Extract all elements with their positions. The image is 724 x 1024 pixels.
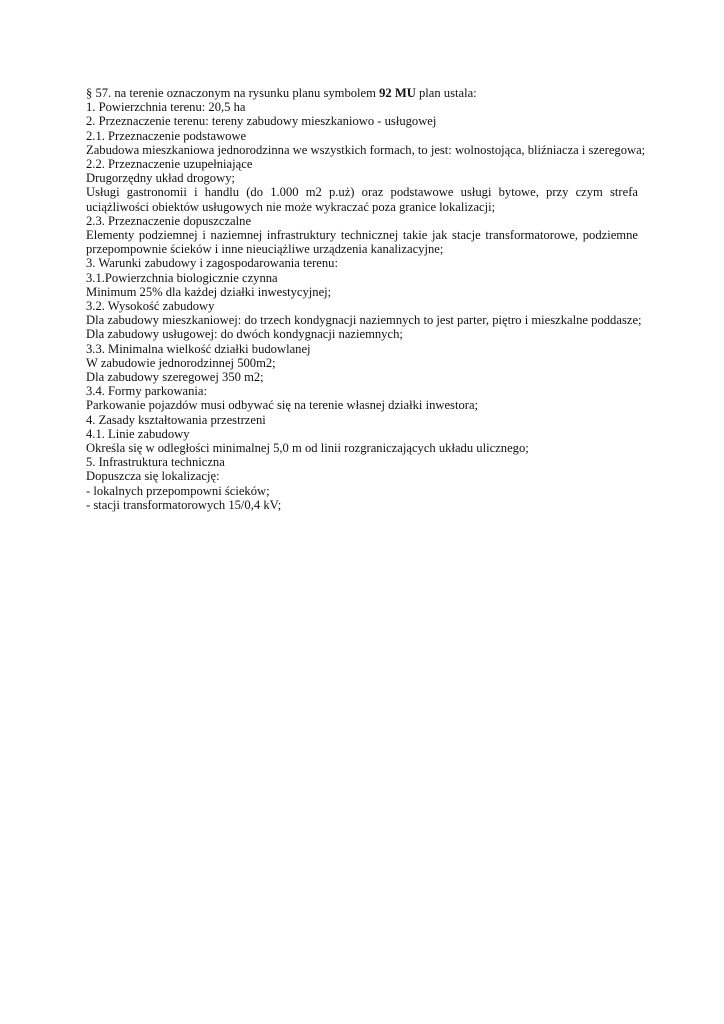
item-pumping-stations: - lokalnych przepompowni ścieków; — [86, 483, 270, 498]
item-height-heading: 3.2. Wysokość zabudowy — [86, 299, 215, 314]
heading-symbol: 92 MU — [379, 86, 416, 100]
item-transformer-stations: - stacji transformatorowych 15/0,4 kV; — [86, 497, 282, 512]
item-basic-purpose-heading: 2.1. Przeznaczenie podstawowe — [86, 128, 247, 143]
item-permitted-heading: 2.3. Przeznaczenie dopuszczalne — [86, 213, 252, 228]
section-heading — [86, 86, 638, 100]
item-height-residential: Dla zabudowy mieszkaniowej: do trzech kondygnacji naziemnych to jest parter, piętro i mieszkalne poddasze; — [86, 313, 642, 328]
item-supplementary-heading: 2.2. Przeznaczenie uzupełniające — [86, 157, 253, 172]
item-space-rules-heading: 4. Zasady kształtowania przestrzeni — [86, 412, 266, 427]
item-purpose: 2. Przeznaczenie terenu: tereny zabudowy mieszkaniowo - usługowej — [86, 114, 437, 129]
paragraph-services: Usługi gastronomii i handlu (do 1.000 m2 p.uż) oraz podstawowe usługi bytowe, przy czym strefa uciążliwości obiektów usługowych nie może wykraczać poza granice lokalizacji; — [86, 185, 638, 214]
item-height-services: Dla zabudowy usługowej: do dwóch kondygnacji naziemnych; — [86, 327, 403, 342]
item-biological-area-text: Minimum 25% dla każdej działki inwestycyjnej; — [86, 284, 332, 299]
item-infrastructure-allowed: Dopuszcza się lokalizację: — [86, 469, 220, 484]
item-development-conditions: 3. Warunki zabudowy i zagospodarowania terenu: — [86, 256, 338, 271]
item-plot-size-heading: 3.3. Minimalna wielkość działki budowlanej — [86, 341, 311, 356]
item-building-lines-heading: 4.1. Linie zabudowy — [86, 426, 190, 441]
item-building-lines-text: Określa się w odległości minimalnej 5,0 m od linii rozgraniczających układu ulicznego; — [86, 441, 529, 456]
item-parking-heading: 3.4. Formy parkowania: — [86, 384, 208, 399]
item-parking-text: Parkowanie pojazdów musi odbywać się na terenie własnej działki inwestora; — [86, 398, 479, 413]
item-basic-purpose-text: Zabudowa mieszkaniowa jednorodzinna we wszystkich formach, to jest: wolnostojąca, bliźniacza i szeregowa; — [86, 142, 646, 157]
heading-prefix: § 57. na terenie oznaczonym na rysunku planu symbolem — [86, 86, 380, 100]
item-plot-size-single: W zabudowie jednorodzinnej 500m2; — [86, 355, 276, 370]
item-road-system: Drugorzędny układ drogowy; — [86, 171, 235, 186]
document-page — [86, 86, 646, 512]
item-plot-size-terraced: Dla zabudowy szeregowej 350 m2; — [86, 370, 264, 385]
item-area: 1. Powierzchnia terenu: 20,5 ha — [86, 100, 246, 115]
heading-suffix: plan ustala: — [415, 86, 477, 100]
paragraph-infrastructure-elements: Elementy podziemnej i naziemnej infrastruktury technicznej takie jak stacje transformatorowe, podziemne przepompownie ścieków i inne nieuciążliwe urządzenia kanalizacyjne; — [86, 228, 638, 257]
item-biological-area-heading: 3.1.Powierzchnia biologicznie czynna — [86, 270, 278, 285]
item-infrastructure-heading: 5. Infrastruktura techniczna — [86, 455, 225, 470]
